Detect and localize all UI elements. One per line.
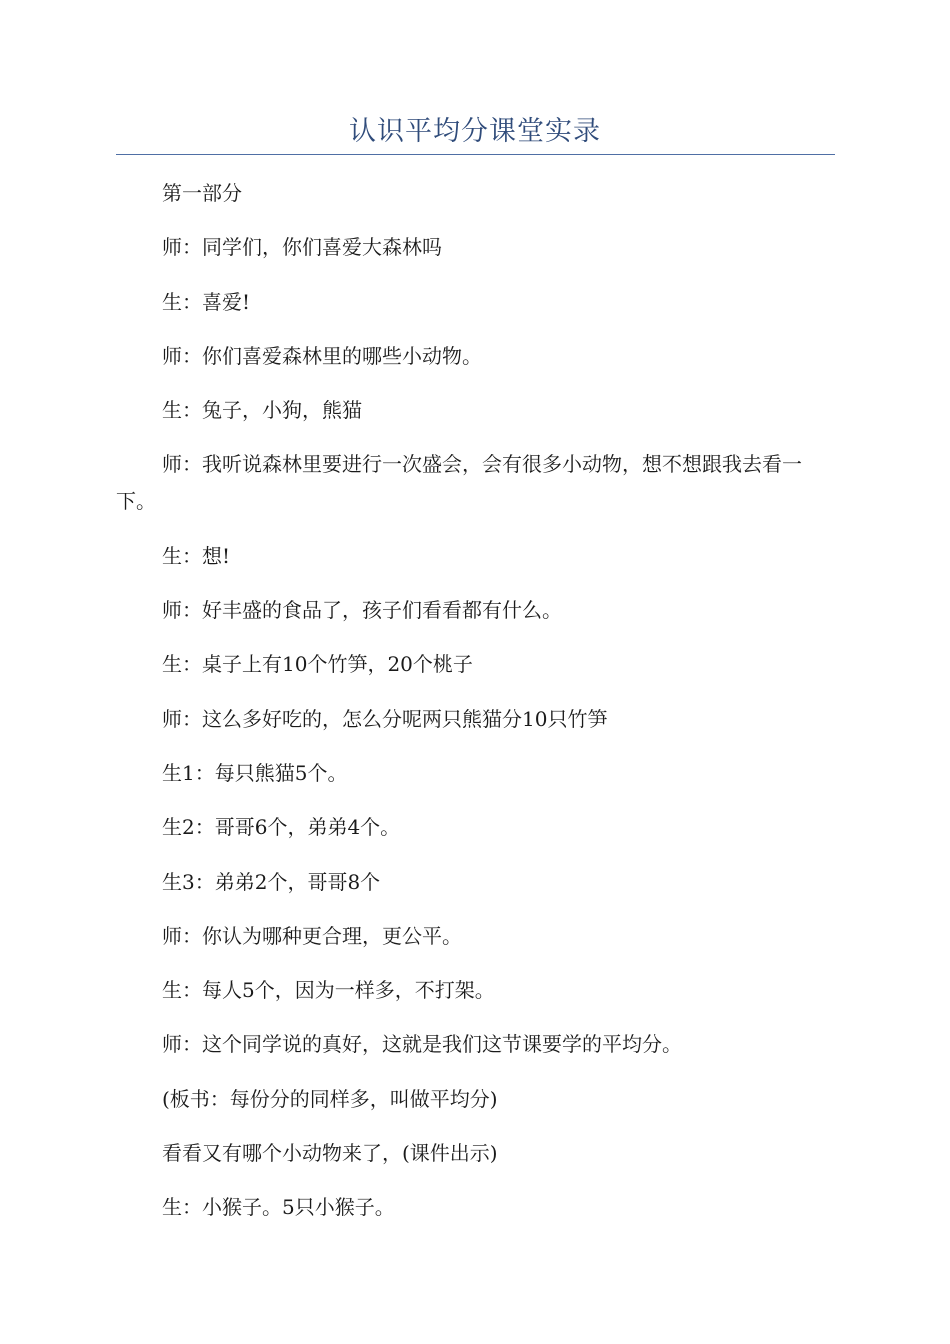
paragraph: 师：这个同学说的真好，这就是我们这节课要学的平均分。 <box>162 1032 682 1057</box>
paragraph: 看看又有哪个小动物来了，(课件出示) <box>162 1141 498 1166</box>
paragraph: 生：兔子，小狗，熊猫 <box>162 398 362 423</box>
paragraph: 生：想! <box>162 543 231 568</box>
paragraph: 师：我听说森林里要进行一次盛会，会有很多小动物，想不想跟我去看一下。 <box>116 452 802 514</box>
paragraph: 生1：每只熊猫5个。 <box>162 760 348 785</box>
title-underline <box>116 154 835 155</box>
paragraph: 生2：哥哥6个，弟弟4个。 <box>162 815 401 840</box>
paragraph: 师：这么多好吃的，怎么分呢两只熊猫分10只竹笋 <box>162 706 608 731</box>
document-body <box>116 175 835 1244</box>
paragraph: (板书：每份分的同样多，叫做平均分) <box>162 1086 498 1111</box>
paragraph: 生：小猴子。5只小猴子。 <box>162 1195 395 1220</box>
paragraph: 师：你认为哪种更合理，更公平。 <box>162 923 462 948</box>
paragraph: 生：桌子上有10个竹笋，20个桃子 <box>162 652 473 677</box>
paragraph: 师：同学们，你们喜爱大森林吗 <box>162 235 442 260</box>
paragraph: 第一部分 <box>162 181 242 205</box>
paragraph: 师：好丰盛的食品了，孩子们看看都有什么。 <box>162 598 562 623</box>
paragraph: 生：每人5个，因为一样多，不打架。 <box>162 978 495 1003</box>
paragraph: 师：你们喜爱森林里的哪些小动物。 <box>162 343 482 368</box>
paragraph: 生：喜爱! <box>162 289 251 314</box>
paragraph: 生3：弟弟2个，哥哥8个 <box>162 869 381 894</box>
document-title: 认识平均分课堂实录 <box>349 116 601 147</box>
